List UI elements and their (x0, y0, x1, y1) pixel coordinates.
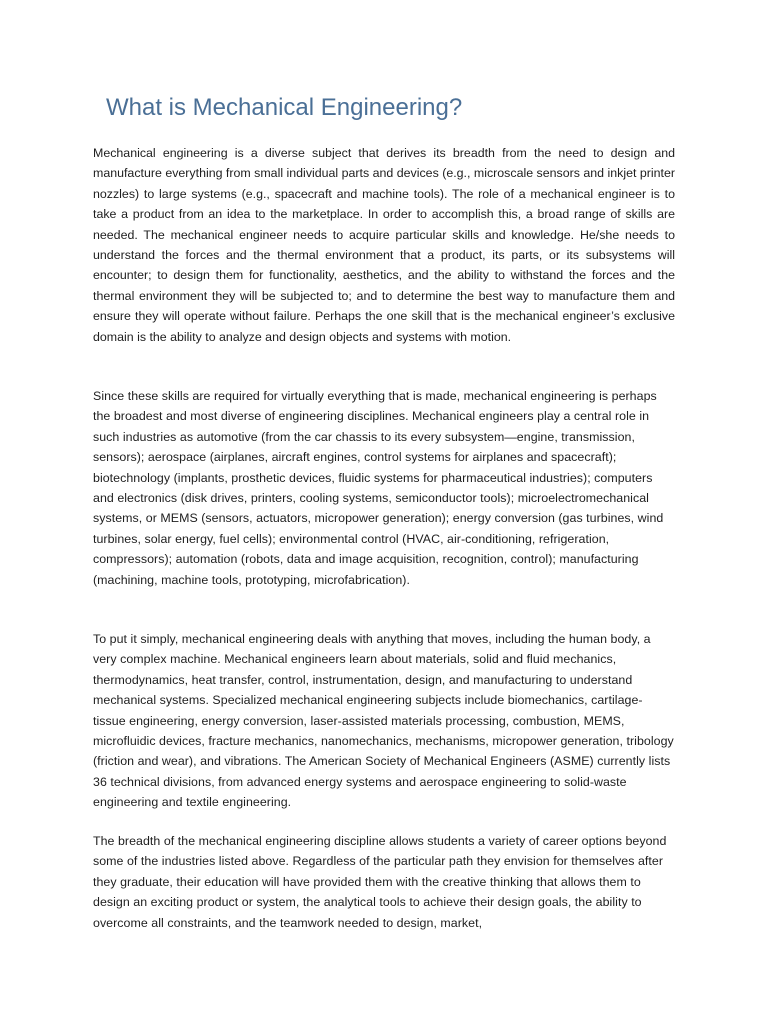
paragraph-3: To put it simply, mechanical engineering deals with anything that moves, including the human body, a very complex machine. Mechanical engineers learn about materials, solid and fluid mechanics, thermodynamics, heat transfer, control, instrumentation, design, and manufacturing to understand mechanical systems. Specialized mechanical engineering subjects include biomechanics, cartilage-tissue engineering, energy conversion, laser-assisted materials processing, combustion, MEMS, microfluidic devices, fracture mechanics, nanomechanics, mechanisms, micropower generation, tribology (friction and wear), and vibrations. The American Society of Mechanical Engineers (ASME) currently lists 36 technical divisions, from advanced energy systems and aerospace engineering to solid-waste engineering and textile engineering. (93, 632, 674, 810)
paragraph-2: Since these skills are required for virtually everything that is made, mechanical engineering is perhaps the broadest and most diverse of engineering disciplines. Mechanical engineers play a central role in such industries as automotive (from the car chassis to its every subsystem—engine, transmission, sensors); aerospace (airplanes, aircraft engines, control systems for airplanes and spacecraft); biotechnology (implants, prosthetic devices, fluidic systems for pharmaceutical industries); computers and electronics (disk drives, printers, cooling systems, semiconductor tools); microelectromechanical systems, or MEMS (sensors, actuators, micropower generation); energy conversion (gas turbines, wind turbines, solar energy, fuel cells); environmental control (HVAC, air-conditioning, refrigeration, compressors); automation (robots, data and image acquisition, recognition, control); manufacturing (machining, machine tools, prototyping, microfabrication). (93, 389, 664, 587)
page-title: What is Mechanical Engineering? (106, 94, 463, 121)
paragraph-4: The breadth of the mechanical engineering discipline allows students a variety of career options beyond some of the industries listed above. Regardless of the particular path they envision for themselves after they graduate, their education will have provided them with the creative thinking that allows them to design an exciting product or system, the analytical tools to achieve their design goals, the ability to overcome all constraints, and the teamwork needed to design, market, (93, 834, 667, 930)
paragraph-1: Mechanical engineering is a diverse subject that derives its breadth from the need to design and manufacture everything from small individual parts and devices (e.g., microscale sensors and inkjet printer nozzles) to large systems (e.g., spacecraft and machine tools). The role of a mechanical engineer is to take a product from an idea to the marketplace. In order to accomplish this, a broad range of skills are needed. The mechanical engineer needs to acquire particular skills and knowledge. He/she needs to understand the forces and the thermal environment that a product, its parts, or its subsystems will encounter; to design them for functionality, aesthetics, and the ability to withstand the forces and the thermal environment they will be subjected to; and to determine the best way to manufacture them and ensure they will operate without failure. Perhaps the one skill that is the mechanical engineer’s exclusive domain is the ability to analyze and design objects and systems with motion. (93, 146, 675, 344)
